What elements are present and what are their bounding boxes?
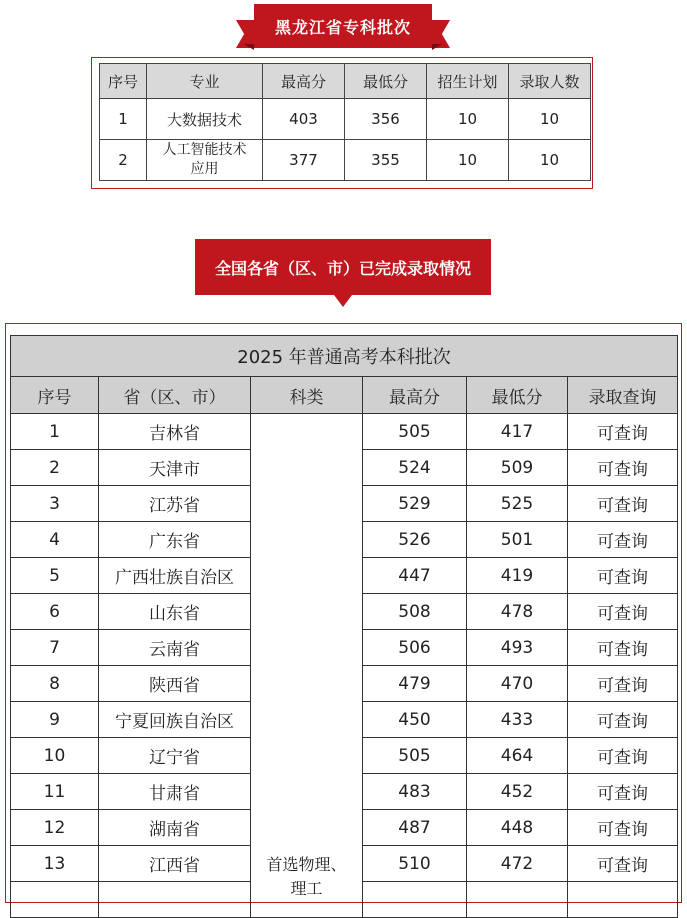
cell-max-score: 508 bbox=[363, 594, 467, 630]
cell-admitted: 10 bbox=[509, 140, 591, 181]
ribbon-tail-right bbox=[432, 20, 450, 48]
cell-index: 5 bbox=[11, 558, 99, 594]
col-header-major: 专业 bbox=[147, 64, 263, 99]
cell-province: 江苏省 bbox=[99, 486, 251, 522]
banner-national-title: 全国各省（区、市）已完成录取情况 bbox=[195, 239, 491, 295]
cell-min-score: 478 bbox=[467, 594, 568, 630]
cell-province: 天津市 bbox=[99, 450, 251, 486]
cell-province: 云南省 bbox=[99, 630, 251, 666]
cell-max-score: 524 bbox=[363, 450, 467, 486]
heilongjiang-table bbox=[99, 63, 591, 181]
cell-max-score: 479 bbox=[363, 666, 467, 702]
cell-min-score: 433 bbox=[467, 702, 568, 738]
cell-max-score: 483 bbox=[363, 774, 467, 810]
cell-min-score: 470 bbox=[467, 666, 568, 702]
cell-plan: 10 bbox=[427, 99, 509, 140]
cell-index: 2 bbox=[11, 450, 99, 486]
table-row bbox=[100, 140, 591, 181]
cell-query-link[interactable]: 可查询 bbox=[568, 594, 678, 630]
cell-max-score: 403 bbox=[263, 99, 345, 140]
cell-max-score: 450 bbox=[363, 702, 467, 738]
cell-min-score: 355 bbox=[345, 140, 427, 181]
cell-province: 广东省 bbox=[99, 522, 251, 558]
cell-query-link[interactable]: 可查询 bbox=[568, 486, 678, 522]
cell-query-link[interactable]: 可查询 bbox=[568, 666, 678, 702]
cell-major: 大数据技术 bbox=[147, 99, 263, 140]
col-header-max-score: 最高分 bbox=[363, 377, 467, 414]
cell-min-score: 419 bbox=[467, 558, 568, 594]
cell-max-score: 506 bbox=[363, 630, 467, 666]
col-header-subject-type: 科类 bbox=[251, 377, 363, 414]
cell-province: 江西省 bbox=[99, 846, 251, 882]
cell-province: 陕西省 bbox=[99, 666, 251, 702]
col-header-admitted: 录取人数 bbox=[509, 64, 591, 99]
cell-query-link[interactable]: 可查询 bbox=[568, 414, 678, 450]
cell-query-link[interactable]: 可查询 bbox=[568, 810, 678, 846]
cell-index: 3 bbox=[11, 486, 99, 522]
subject-type-line2: 理工 bbox=[290, 879, 323, 898]
cell-province: 山东省 bbox=[99, 594, 251, 630]
cell-query-link[interactable]: 可查询 bbox=[568, 738, 678, 774]
cell-province: 甘肃省 bbox=[99, 774, 251, 810]
table-row bbox=[11, 414, 678, 450]
subject-type-line1: 首选物理、 bbox=[266, 855, 347, 874]
cell-admitted: 10 bbox=[509, 99, 591, 140]
col-header-min-score: 最低分 bbox=[467, 377, 568, 414]
cell-major-line2: 应用 bbox=[190, 161, 219, 177]
cell-subject-type bbox=[251, 414, 363, 918]
cell-min-score: 452 bbox=[467, 774, 568, 810]
cell-max-score: 377 bbox=[263, 140, 345, 181]
col-header-query: 录取查询 bbox=[568, 377, 678, 414]
cell-min-score: 525 bbox=[467, 486, 568, 522]
cell-index: 4 bbox=[11, 522, 99, 558]
cell-max-score: 505 bbox=[363, 738, 467, 774]
cell-province: 宁夏回族自治区 bbox=[99, 702, 251, 738]
cell-index: 2 bbox=[100, 140, 147, 181]
cell-min-score: 356 bbox=[345, 99, 427, 140]
cell-query-link[interactable]: 可查询 bbox=[568, 846, 678, 882]
cell-min-score: 472 bbox=[467, 846, 568, 882]
cell-query-link[interactable]: 可查询 bbox=[568, 558, 678, 594]
col-header-max-score: 最高分 bbox=[263, 64, 345, 99]
cell-max-score: 510 bbox=[363, 846, 467, 882]
cell-province: 湖南省 bbox=[99, 810, 251, 846]
cell-query-link[interactable]: 可查询 bbox=[568, 522, 678, 558]
col-header-index: 序号 bbox=[11, 377, 99, 414]
cell-min-score: 509 bbox=[467, 450, 568, 486]
cell-max-score: 487 bbox=[363, 810, 467, 846]
cell-max-score: 505 bbox=[363, 414, 467, 450]
banner-arrow-down bbox=[334, 295, 352, 307]
cell-query-link[interactable]: 可查询 bbox=[568, 774, 678, 810]
cell-province: 辽宁省 bbox=[99, 738, 251, 774]
cell-min-score: 464 bbox=[467, 738, 568, 774]
cell-plan: 10 bbox=[427, 140, 509, 181]
cell-province: 广西壮族自治区 bbox=[99, 558, 251, 594]
cell-index: 7 bbox=[11, 630, 99, 666]
col-header-min-score: 最低分 bbox=[345, 64, 427, 99]
cell-province: 吉林省 bbox=[99, 414, 251, 450]
cell-query-link[interactable]: 可查询 bbox=[568, 450, 678, 486]
cell-index: 11 bbox=[11, 774, 99, 810]
cell-index: 8 bbox=[11, 666, 99, 702]
cell-index: 13 bbox=[11, 846, 99, 882]
banner-heilongjiang-title: 黑龙江省专科批次 bbox=[254, 4, 432, 48]
col-header-plan: 招生计划 bbox=[427, 64, 509, 99]
cell-major-line1: 人工智能技术 bbox=[162, 142, 247, 158]
cell-min-score: 448 bbox=[467, 810, 568, 846]
cell-index: 9 bbox=[11, 702, 99, 738]
national-admission-table bbox=[10, 335, 678, 918]
cell-min-score: 501 bbox=[467, 522, 568, 558]
cell-min-score: 493 bbox=[467, 630, 568, 666]
table-row bbox=[100, 99, 591, 140]
cell-query-link[interactable]: 可查询 bbox=[568, 702, 678, 738]
cell-query-link[interactable]: 可查询 bbox=[568, 630, 678, 666]
cell-major bbox=[147, 140, 263, 181]
cell-max-score: 526 bbox=[363, 522, 467, 558]
cell-index: 12 bbox=[11, 810, 99, 846]
cell-max-score: 447 bbox=[363, 558, 467, 594]
cell-index: 1 bbox=[11, 414, 99, 450]
col-header-index: 序号 bbox=[100, 64, 147, 99]
cell-index: 1 bbox=[100, 99, 147, 140]
cell-index: 6 bbox=[11, 594, 99, 630]
cell-max-score: 529 bbox=[363, 486, 467, 522]
ribbon-tail-left bbox=[236, 20, 254, 48]
cell-min-score: 417 bbox=[467, 414, 568, 450]
table-caption: 2025 年普通高考本科批次 bbox=[11, 336, 678, 377]
cell-index: 10 bbox=[11, 738, 99, 774]
col-header-province: 省（区、市） bbox=[99, 377, 251, 414]
